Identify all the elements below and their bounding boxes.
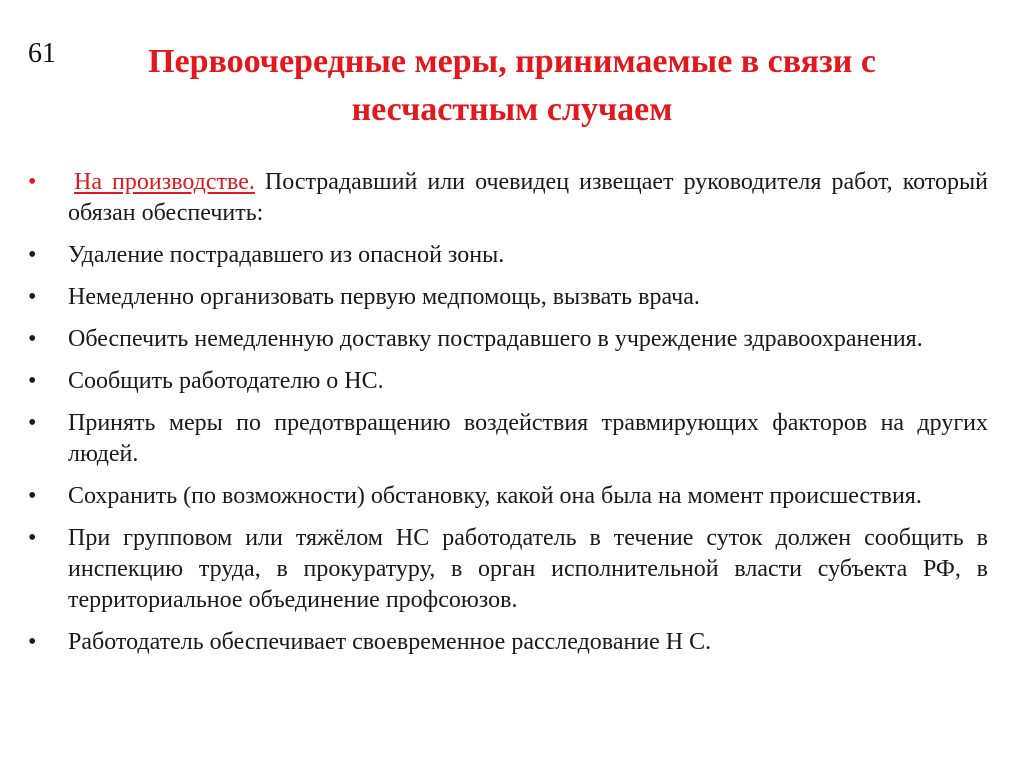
list-item-text: Немедленно организовать первую медпомощь, вызвать врача. xyxy=(68,284,700,310)
list-item xyxy=(28,408,988,470)
list-item-text: Обеспечить немедленную доставку пострадавшего в учреждение здравоохранения. xyxy=(68,326,923,352)
list-item xyxy=(28,523,988,616)
bullet-icon: • xyxy=(28,368,37,394)
slide-title xyxy=(66,38,958,134)
list-item-text: Удаление пострадавшего из опасной зоны. xyxy=(68,242,505,268)
bullet-list xyxy=(28,167,988,669)
list-item xyxy=(28,481,988,512)
slide-title-line-2: несчастным случаем xyxy=(351,91,673,128)
list-item xyxy=(28,627,988,658)
bullet-icon: • xyxy=(28,242,37,268)
bullet-icon: • xyxy=(28,483,37,509)
list-item-first xyxy=(28,167,988,229)
list-item-text: При групповом или тяжёлом НС работодатель в течение суток должен сообщить в инспекцию труда, в прокуратуру, в орган исполнительной власти субъекта РФ, в территориальное объединение профсоюзов. xyxy=(68,525,988,613)
bullet-icon: • xyxy=(28,525,37,551)
list-item-text: Сохранить (по возможности) обстановку, какой она была на момент происшествия. xyxy=(68,483,922,509)
list-item-text: Принять меры по предотвращению воздействия травмирующих факторов на других людей. xyxy=(68,410,988,467)
list-item xyxy=(28,282,988,313)
list-item-text: Работодатель обеспечивает своевременное расследование Н С. xyxy=(68,629,712,655)
production-link[interactable]: На производстве. xyxy=(74,169,255,195)
bullet-icon: • xyxy=(28,326,37,352)
list-item xyxy=(28,366,988,397)
slide-title-line-1: Первоочередные меры, принимаемые в связи с xyxy=(148,43,876,80)
bullet-icon: • xyxy=(28,629,37,655)
list-item xyxy=(28,324,988,355)
list-item-text: Сообщить работодателю о НС. xyxy=(68,368,384,394)
bullet-icon: • xyxy=(28,410,37,436)
bullet-icon: • xyxy=(28,169,37,195)
slide-number: 61 xyxy=(28,38,56,69)
list-item-text: Пострадавший или очевидец извещает руководителя работ, который обязан обеспечить: xyxy=(68,169,988,226)
list-item xyxy=(28,240,988,271)
bullet-icon: • xyxy=(28,284,37,310)
